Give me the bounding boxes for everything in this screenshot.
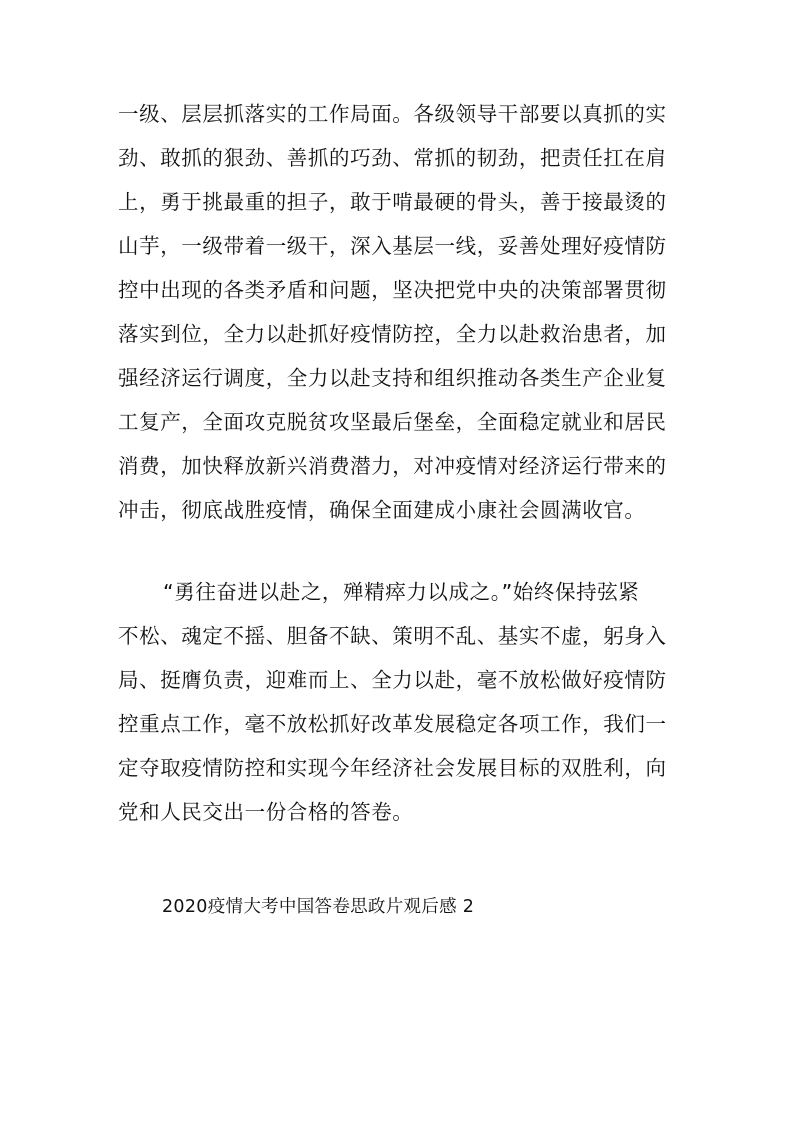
paragraph-line: 党和人民交出一份合格的答卷。: [118, 800, 414, 824]
paragraph-line: 不松、魂定不摇、胆备不缺、策明不乱、基实不虚，躬身入: [118, 624, 667, 648]
paragraph-line: “勇往奋进以赴之，殚精瘁力以成之。”始终保持弦紧: [163, 580, 640, 604]
paragraph-line: 落实到位，全力以赴抓好疫情防控，全力以赴救治患者，加: [118, 322, 667, 346]
section-heading: 2020疫情大考中国答卷思政片观后感 2: [162, 897, 475, 917]
paragraph-line: 冲击，彻底战胜疫情，确保全面建成小康社会圆满收官。: [118, 498, 646, 522]
paragraph-line: 定夺取疫情防控和实现今年经济社会发展目标的双胜利，向: [118, 756, 667, 780]
paragraph-line: 一级、层层抓落实的工作局面。各级领导干部要以真抓的实: [118, 102, 667, 126]
paragraph-line: 强经济运行调度，全力以赴支持和组织推动各类生产企业复: [118, 366, 667, 390]
paragraph-line: 局、挺膺负责，迎难而上、全力以赴，毫不放松做好疫情防: [118, 668, 667, 692]
paragraph-line: 控中出现的各类矛盾和问题，坚决把党中央的决策部署贯彻: [118, 278, 667, 302]
paragraph-line: 控重点工作，毫不放松抓好改革发展稳定各项工作，我们一: [118, 712, 667, 736]
paragraph-line: 上，勇于挑最重的担子，敢于啃最硬的骨头，善于接最烫的: [118, 190, 667, 214]
body-paragraph: [118, 570, 678, 834]
paragraph-line: 工复产，全面攻克脱贫攻坚最后堡垒，全面稳定就业和居民: [118, 410, 667, 434]
body-paragraph: [118, 92, 678, 532]
paragraph-line: 消费，加快释放新兴消费潜力，对冲疫情对经济运行带来的: [118, 454, 667, 478]
paragraph-line: 山芋，一级带着一级干，深入基层一线，妥善处理好疫情防: [118, 234, 667, 258]
paragraph-line: 劲、敢抓的狠劲、善抓的巧劲、常抓的韧劲，把责任扛在肩: [118, 146, 667, 170]
